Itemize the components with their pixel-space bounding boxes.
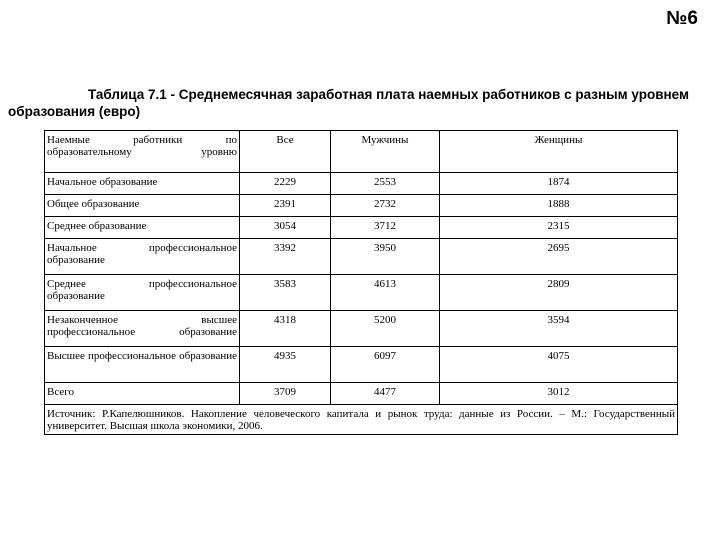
row-label: Общее образование	[45, 195, 240, 217]
cell-women: 2809	[440, 275, 678, 311]
salary-table	[44, 130, 678, 435]
cell-all: 2229	[240, 173, 331, 195]
cell-women: 1888	[440, 195, 678, 217]
header-category: Наемные работники по образовательному уровню	[45, 131, 240, 173]
table-row-total	[45, 383, 678, 405]
table-row	[45, 311, 678, 347]
row-label: Среднее профессиональное образование	[45, 275, 240, 311]
cell-all: 4935	[240, 347, 331, 383]
row-label: Незаконченное высшее профессиональное образование	[45, 311, 240, 347]
row-label: Среднее образование	[45, 217, 240, 239]
header-men: Мужчины	[331, 131, 440, 173]
cell-women: 1874	[440, 173, 678, 195]
row-label: Всего	[45, 383, 240, 405]
table-caption: Таблица 7.1 - Среднемесячная заработная плата наемных работников с разным уровнем образования (евро)	[8, 87, 689, 119]
cell-men: 3712	[331, 217, 440, 239]
cell-women: 4075	[440, 347, 678, 383]
table-row	[45, 217, 678, 239]
header-women: Женщины	[440, 131, 678, 173]
table-source: Источник: Р.Капелюшников. Накопление человеческого капитала и рынок труда: данные из России. – М.: Государственный университет. Высшая школа экономики, 2006.	[45, 405, 678, 435]
row-label: Начальное образование	[45, 173, 240, 195]
cell-women: 2315	[440, 217, 678, 239]
table-row	[45, 347, 678, 383]
cell-women: 2695	[440, 239, 678, 275]
table-row	[45, 173, 678, 195]
cell-women: 3594	[440, 311, 678, 347]
cell-men: 6097	[331, 347, 440, 383]
cell-women: 3012	[440, 383, 678, 405]
header-all: Все	[240, 131, 331, 173]
table-source-row	[45, 405, 678, 435]
cell-men: 2732	[331, 195, 440, 217]
cell-all: 3709	[240, 383, 331, 405]
table-header-row	[45, 131, 678, 173]
table-row	[45, 239, 678, 275]
table-row	[45, 275, 678, 311]
row-label: Начальное профессиональное образование	[45, 239, 240, 275]
cell-all: 3054	[240, 217, 331, 239]
cell-all: 2391	[240, 195, 331, 217]
cell-all: 3583	[240, 275, 331, 311]
row-label: Высшее профессиональное образование	[45, 347, 240, 383]
cell-all: 3392	[240, 239, 331, 275]
cell-men: 4477	[331, 383, 440, 405]
cell-men: 2553	[331, 173, 440, 195]
table-row	[45, 195, 678, 217]
cell-all: 4318	[240, 311, 331, 347]
cell-men: 4613	[331, 275, 440, 311]
cell-men: 3950	[331, 239, 440, 275]
cell-men: 5200	[331, 311, 440, 347]
slide-number: №6	[666, 8, 698, 29]
